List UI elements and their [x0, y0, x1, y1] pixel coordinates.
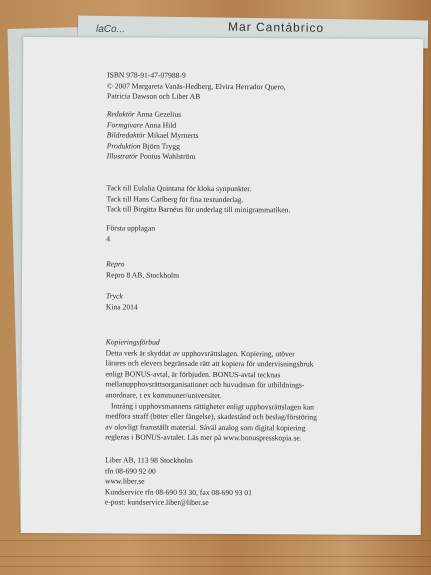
contact-line: www.liber.se — [104, 476, 145, 486]
thanks-line: Tack till Birgitta Barnéus för underlag till minigrammatiken. — [106, 204, 291, 215]
copyright-line: Intrång i upphovsmannens rättigheter enligt upphovsrättslagen kan — [105, 400, 314, 412]
isbn-block — [107, 70, 286, 103]
contact-line: Kundservice tfn 08-690 93 30, fax 08-690 93 01 — [104, 487, 252, 497]
credit-name: Björn Trygg — [142, 141, 180, 151]
book-page — [21, 37, 424, 535]
background-sheet-left-text: laCo... — [95, 23, 126, 36]
background-sheet-title: Mar Cantábrico — [227, 19, 325, 35]
repro-label: Repro — [106, 259, 125, 269]
credit-row — [107, 141, 199, 152]
copyright-notice — [105, 337, 317, 444]
edition-number: 4 — [106, 233, 111, 244]
contact-block — [105, 455, 252, 509]
contact-line: e-post: kundservice.liber@liber.se — [104, 497, 209, 508]
copyright-line: Detta verk är skyddat av upphovsrättslagen. Kopiering, utöver — [105, 347, 295, 358]
credit-row — [107, 109, 199, 120]
credit-role: Redaktör — [106, 109, 135, 119]
credit-name: Pontus Wahlström — [139, 151, 196, 162]
copyright-label: Kopieringsförbud — [105, 337, 160, 347]
credit-name: Mikael Myrnerts — [147, 130, 199, 141]
credit-role: Bildredaktör — [106, 130, 146, 140]
copyright-owner-line: Patricia Dawson och Liber AB — [106, 91, 201, 102]
credit-name: Anna Gezelius — [136, 109, 182, 119]
credit-row — [107, 120, 199, 131]
thanks-line: Tack till Hans Carlberg för fina textunderlag. — [106, 193, 244, 204]
edition-label: Första upplagan — [106, 223, 156, 233]
contact-line: tfn 08-690 92 00 — [105, 465, 156, 476]
copyright-line: medföra straff (böter eller fängelse), skadestånd och beslag/förstöring — [105, 411, 317, 422]
repro-value: Repro 8 AB, Stockholm — [106, 269, 180, 280]
copyright-line: enligt BONUS-avtal, är förbjuden. BONUS-avtal tecknas — [105, 369, 281, 380]
repro-block — [106, 259, 179, 281]
copyright-line: mellanupphovsrättsorganisationer och huvudman för utbildnings- — [105, 379, 305, 390]
tryck-label: Tryck — [105, 291, 123, 301]
copyright-line: av olovligt framställt material. Såväl analog som digital kopiering — [105, 422, 306, 433]
credits-block — [107, 109, 199, 162]
isbn-line: ISBN 978-91-47-07988-9 — [107, 70, 186, 80]
tryck-value: Kina 2014 — [105, 301, 138, 312]
copyright-owner-line: © 2007 Margareta Vanäs-Hedberg, Elvira Herrador Quero, — [107, 80, 286, 91]
copyright-line: anordnare, t ex kommuner/universitet. — [105, 390, 222, 400]
contact-line: Liber AB, 113 98 Stockholm — [105, 455, 193, 465]
credit-role: Illustratör — [106, 151, 138, 161]
credit-name: Anna Hild — [144, 120, 177, 130]
thanks-block — [106, 183, 290, 216]
credit-row — [107, 131, 199, 142]
tryck-block — [106, 291, 138, 312]
copyright-line: regleras i BONUS-avtalet. Läs mer på www.bonuspresskopia.se. — [105, 432, 302, 443]
thanks-line: Tack till Eulalia Quintana för kloka synpunkter. — [106, 183, 252, 194]
copyright-line: lärares och elevers begränsade rätt att kopiera för undervisningsbruk — [105, 358, 314, 369]
credit-role: Formgivare — [106, 119, 143, 130]
credit-role: Produktion — [106, 141, 141, 151]
edition-block — [106, 223, 155, 244]
credit-row — [107, 152, 199, 163]
